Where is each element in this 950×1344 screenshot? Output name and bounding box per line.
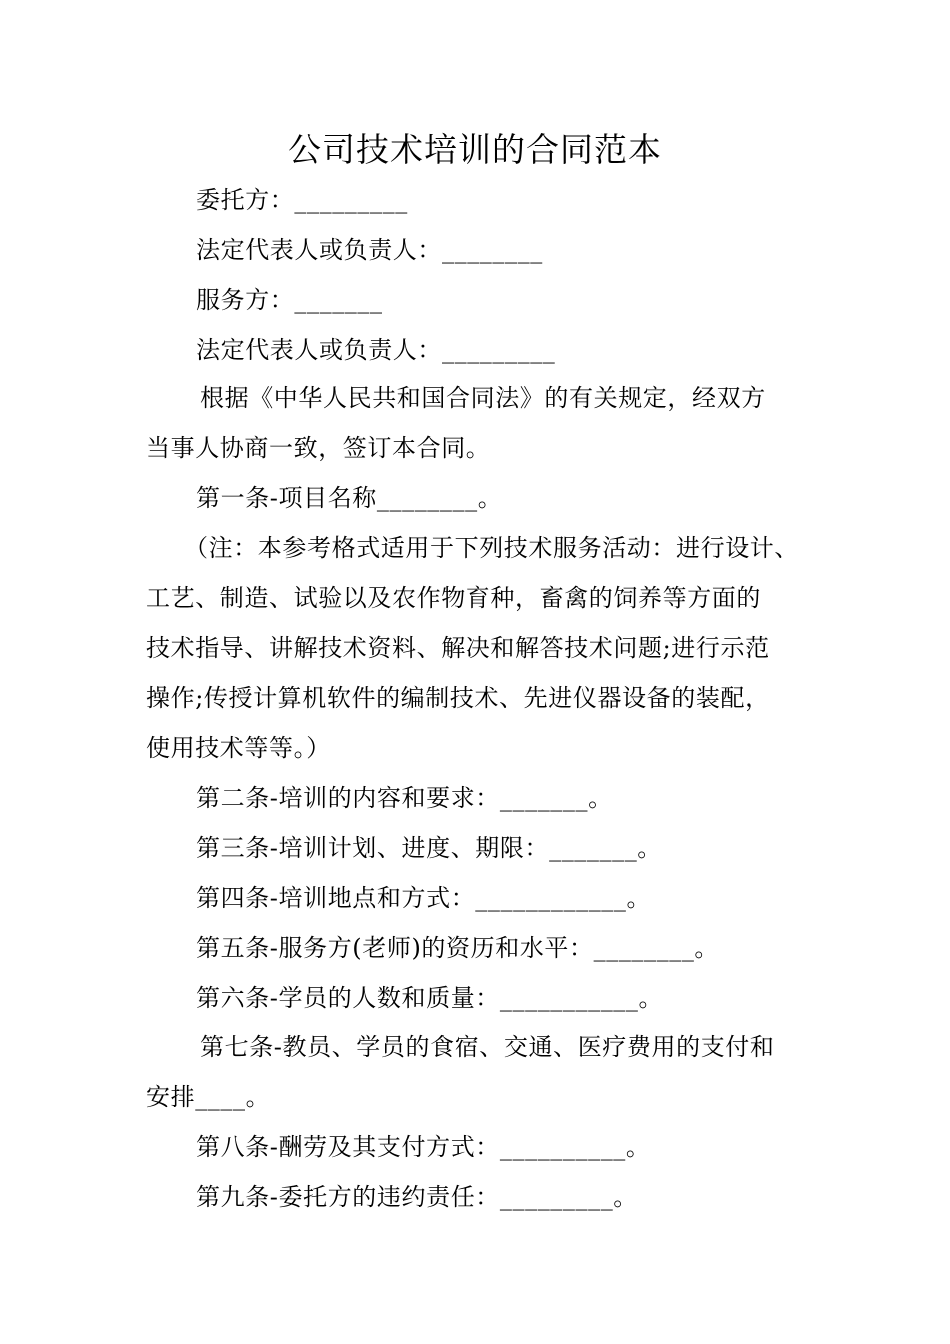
note-line-1: （注：本参考格式适用于下列技术服务活动：进行设计、 — [184, 534, 799, 562]
article-4: 第四条-培训地点和方式：____________。 — [196, 884, 652, 912]
note-line-5: 使用技术等等。） — [146, 734, 331, 762]
article-3: 第三条-培训计划、进度、期限：_______。 — [196, 834, 662, 862]
note-line-2: 工艺、制造、试验以及农作物育种，畜禽的饲养等方面的 — [146, 584, 761, 612]
client-party-line: 委托方：_________ — [196, 186, 408, 214]
client-representative-line: 法定代表人或负责人：________ — [196, 236, 543, 264]
article-6: 第六条-学员的人数和质量：___________。 — [196, 984, 664, 1012]
service-representative-line: 法定代表人或负责人：_________ — [196, 336, 556, 364]
note-line-3: 技术指导、讲解技术资料、解决和解答技术问题;进行示范 — [146, 634, 770, 662]
preamble-line-2: 当事人协商一致，签订本合同。 — [146, 434, 491, 462]
article-7-line-1: 第七条-教员、学员的食宿、交通、医疗费用的支付和 — [200, 1033, 775, 1061]
service-party-line: 服务方：_______ — [196, 286, 383, 314]
article-7-line-2: 安排____。 — [146, 1083, 271, 1111]
article-1: 第一条-项目名称________。 — [196, 484, 503, 512]
preamble-line-1: 根据《中华人民共和国合同法》的有关规定，经双方 — [200, 384, 766, 412]
note-line-4: 操作;传授计算机软件的编制技术、先进仪器设备的装配， — [146, 684, 770, 712]
article-8: 第八条-酬劳及其支付方式：__________。 — [196, 1133, 651, 1161]
article-2: 第二条-培训的内容和要求：_______。 — [196, 784, 613, 812]
article-5: 第五条-服务方(老师)的资历和水平：________。 — [196, 934, 720, 962]
article-9: 第九条-委托方的违约责任：_________。 — [196, 1183, 638, 1211]
document-title: 公司技术培训的合同范本 — [288, 130, 662, 169]
